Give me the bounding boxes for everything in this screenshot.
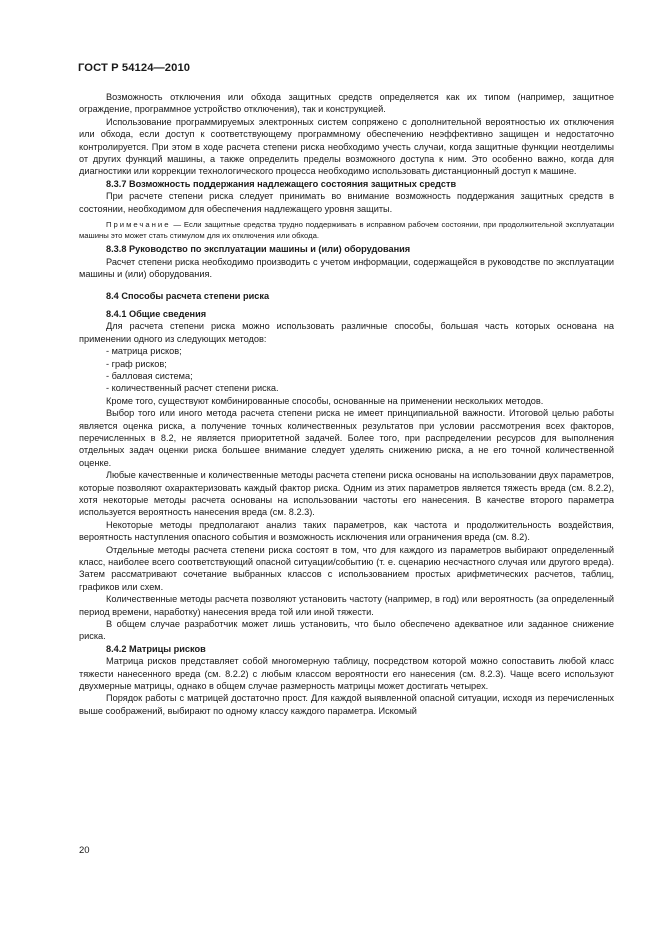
paragraph: Количественные методы расчета позволяют установить частоту (например, в год) или вероятность (за определенный период времени, наработку) нанесения вреда той или иной тяжести. xyxy=(79,594,614,617)
paragraph: Порядок работы с матрицей достаточно прост. Для каждой выявленной опасной ситуации, исходя из перечисленных выше соображений, выбирают по одному классу каждого параметра. Искомый xyxy=(79,693,614,716)
section-heading-8-4-2: 8.4.2 Матрицы рисков xyxy=(106,643,206,654)
list-item: - матрица рисков; xyxy=(106,346,182,357)
paragraph: Отдельные методы расчета степени риска состоят в том, что для каждого из параметров выбирают определенный класс, наиболее всего соответствующий опасной ситуации/событию (т. е. сценарию несчастного случая или другого вреда). Затем рассматривают сочетание выбранных классов с использованием простых арифметических расчетов, таблиц, графиков или схем. xyxy=(79,544,614,592)
paragraph: При расчете степени риска следует принимать во внимание возможность поддержания защитных средств в состоянии, необходимом для обеспечения надлежащего уровня защиты. xyxy=(79,191,614,214)
note xyxy=(79,220,614,241)
methods-list xyxy=(79,345,614,395)
page-number: 20 xyxy=(79,845,90,856)
paragraph: Возможность отключения или обхода защитных средств определяется как их типом (например, защитное ограждение, программное устройство отключения), так и конструкцией. xyxy=(79,92,614,115)
list-item: - балловая система; xyxy=(106,370,193,381)
paragraph: Кроме того, существуют комбинированные способы, основанные на применении нескольких методов. xyxy=(106,395,544,406)
paragraph: Выбор того или иного метода расчета степени риска не имеет принципиальной важности. Итоговой целью работы является оценка риска, а получение точных количественных результатов при условии рассмотрения всех факторов, перечисленных в 8.2, не является приоритетной задачей. Более того, при распределении ресурсов для выполнения отдельных задач оценки риска большее внимание следует уделять снижению риска, а не его точной количественной оценке. xyxy=(79,408,614,468)
document-body xyxy=(79,91,614,717)
list-item: - количественный расчет степени риска. xyxy=(106,383,279,394)
paragraph: Матрица рисков представляет собой многомерную таблицу, посредством которой можно сопоставить любой класс тяжести нанесенного вреда (см. 8.2.2) с любым классом вероятности его нанесения (см. 8.2.3). Чаще всего используют двухмерные матрицы, однако в общем случае размерность матрицы может достигать четырех. xyxy=(79,656,614,692)
paragraph: Некоторые методы предполагают анализ таких параметров, как частота и продолжительность воздействия, вероятность наступления опасного события и возможность исключения или ограничения вреда (см. 8.2). xyxy=(79,519,614,543)
section-heading-8-4: 8.4 Способы расчета степени риска xyxy=(106,291,270,302)
section-heading-8-4-1: 8.4.1 Общие сведения xyxy=(106,308,207,319)
note-text: — Если защитные средства трудно поддерживать в исправном рабочем состоянии, при продолжительной эксплуатации машины это может стать стимулом для их отключения или обхода. xyxy=(79,220,614,240)
list-item: - граф рисков; xyxy=(106,358,167,369)
section-heading-8-3-7: 8.3.7 Возможность поддержания надлежащего состояния защитных средств xyxy=(106,178,457,189)
section-heading-8-3-8: 8.3.8 Руководство по эксплуатации машины и (или) оборудования xyxy=(106,244,411,255)
paragraph: Любые качественные и количественные методы расчета степени риска основаны на использовании двух параметров, которые позволяют охарактеризовать каждый фактор риска. Одним из этих параметров является тяжесть вреда (см. 8.2.2), хотя некоторые методы расчета основаны на использовании частоты его нанесения. В качестве второго параметра используется вероятность нанесения вреда (см. 8.2.3). xyxy=(79,470,614,518)
paragraph: В общем случае разработчик может лишь установить, что было обеспечено адекватное или заданное снижение риска. xyxy=(79,619,614,642)
paragraph: Использование программируемых электронных систем сопряжено с дополнительной вероятностью их отключения или обхода, если доступ к соответствующему программному обеспечению неэффективно защищен и недостаточно контролируется. При этом в ходе расчета степени риска необходимо учесть случаи, когда защитные функции неотделимы от других функций машины, а также определить пределы возможного доступа к ним. Это особенно важно, когда для диагностики или коррекции технологического процесса необходимо использовать дистанционный доступ к машине. xyxy=(79,116,614,177)
paragraph: Расчет степени риска необходимо производить с учетом информации, содержащейся в руководстве по эксплуатации машины и (или) оборудования. xyxy=(79,256,614,280)
standard-header: ГОСТ Р 54124—2010 xyxy=(78,62,191,74)
note-label: Примечание xyxy=(106,220,171,230)
paragraph: Для расчета степени риска можно использовать различные способы, большая часть которых основана на применении одного из следующих методов: xyxy=(79,321,614,344)
